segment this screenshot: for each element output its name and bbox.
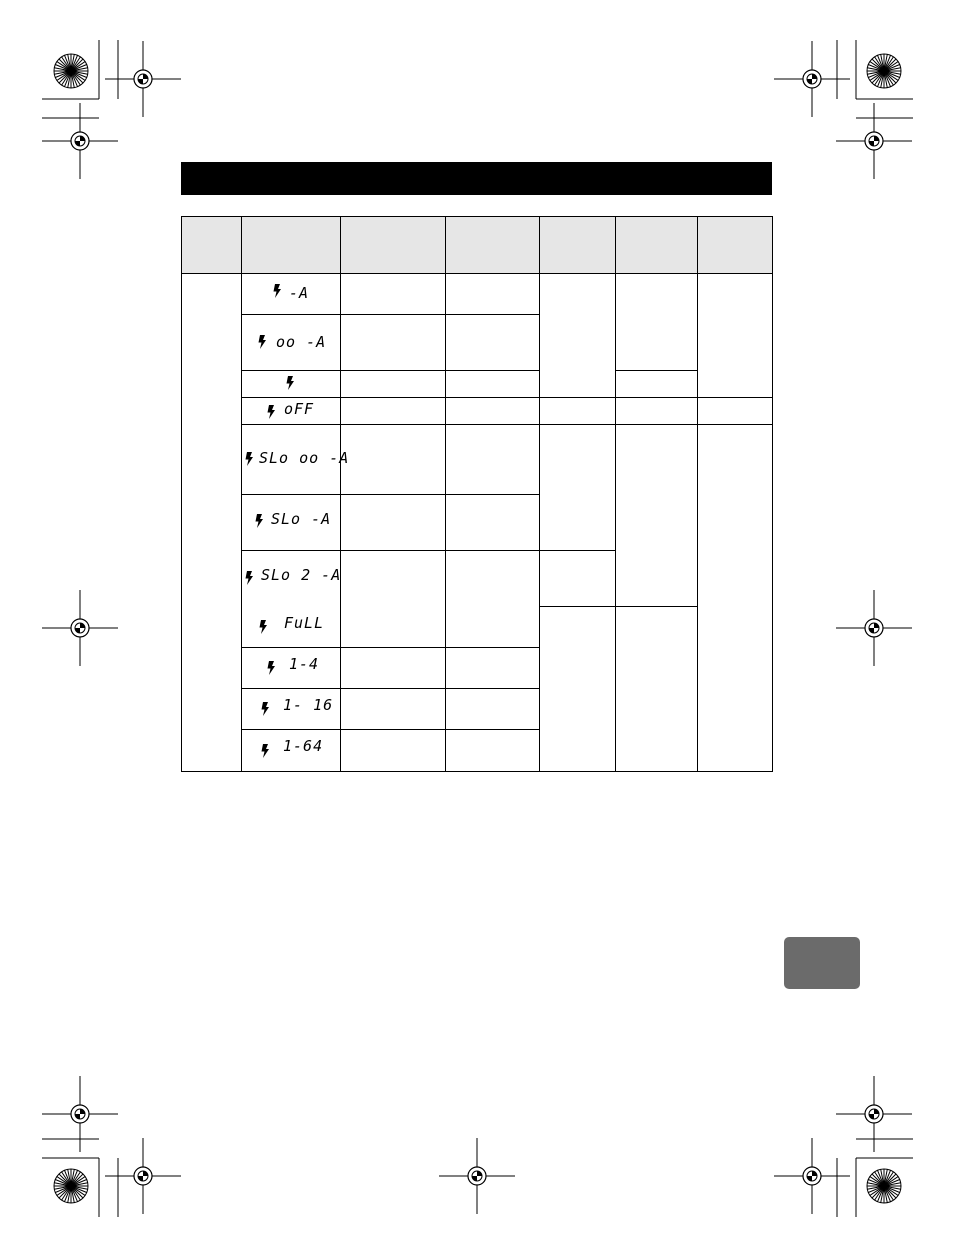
flash-mode-lcd: 1- 16 [283,696,334,714]
flash-manual-full-icon [260,620,268,634]
registration-target-icon [836,1076,912,1152]
registration-target-icon [836,103,912,179]
registration-target-icon [439,1138,515,1214]
flash-manual-1-64-icon [262,744,270,758]
flash-off-icon [268,405,276,419]
registration-target-icon [105,1138,181,1214]
registration-starburst-icon [54,1169,88,1203]
flash-redeye-auto-icon [259,335,267,349]
flash-mode-lcd: 1-64 [283,737,324,755]
flash-slow-redeye-auto-icon [246,452,254,466]
registration-starburst-icon [867,54,901,88]
registration-starburst-icon [867,1169,901,1203]
section-heading-bar [181,162,772,195]
chapter-thumb-tab [784,937,860,989]
flash-fill-icon [287,376,295,390]
flash-mode-lcd: SLo oo -A [259,449,350,467]
registration-target-icon [836,590,912,666]
flash-mode-lcd: -A [289,284,310,302]
flash-slow-auto-icon [256,514,264,528]
flash-mode-lcd: oFF [284,400,315,418]
flash-mode-lcd: 1-4 [289,655,320,673]
registration-starburst-icon [54,54,88,88]
flash-mode-lcd: SLo -A [271,510,332,528]
flash-mode-lcd: FuLL [284,614,325,632]
registration-target-icon [42,590,118,666]
flash-manual-1-16-icon [262,702,270,716]
flash-mode-table [181,216,773,772]
flash-manual-1-4-icon [268,661,276,675]
registration-target-icon [42,103,118,179]
table-header-row [182,217,773,274]
flash-mode-lcd: oo -A [276,333,327,351]
registration-target-icon [42,1076,118,1152]
registration-target-icon [774,41,850,117]
flash-mode-cells [246,284,350,758]
flash-mode-lcd: SLo 2 -A [261,566,342,584]
flash-auto-icon [274,284,282,298]
registration-target-icon [105,41,181,117]
registration-target-icon [774,1138,850,1214]
flash-slow2-auto-icon [246,571,254,585]
